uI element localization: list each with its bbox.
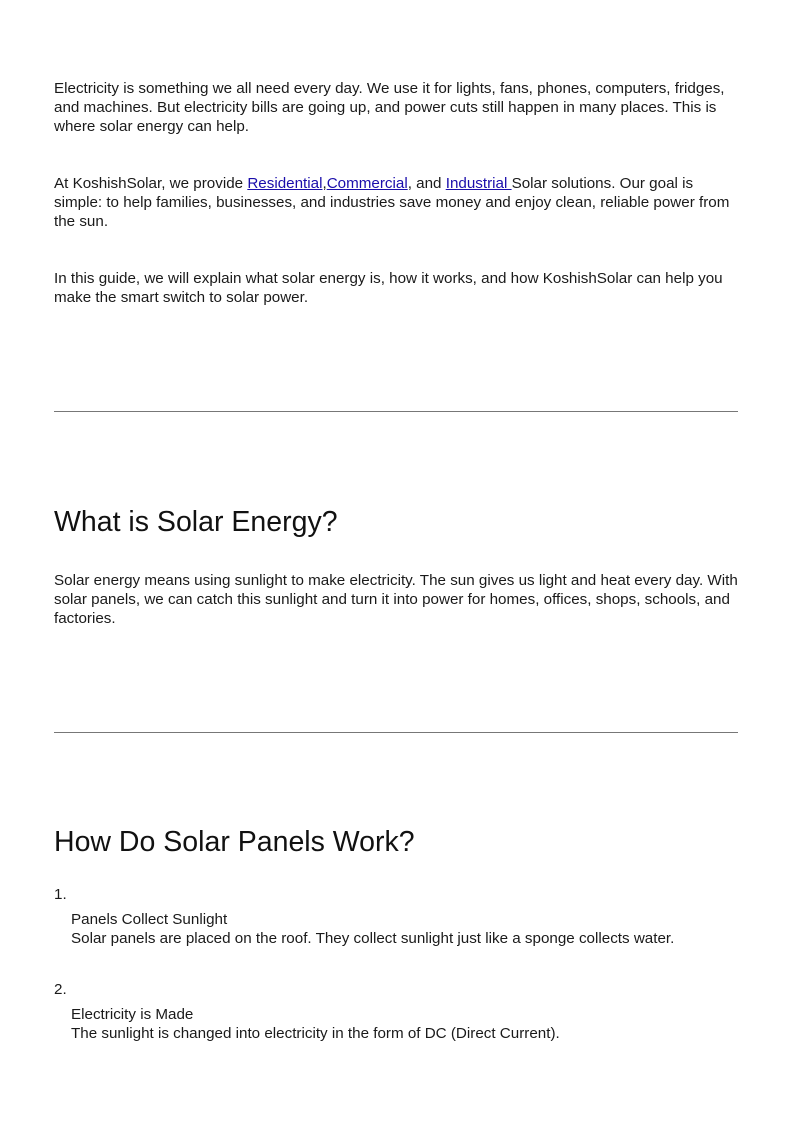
section-heading-solar-energy: What is Solar Energy? (54, 506, 338, 538)
intro-paragraph-3 (54, 269, 744, 307)
intro-paragraph-2 (54, 174, 744, 231)
and-separator: , and (407, 175, 446, 192)
intro-paragraph-1 (54, 79, 744, 136)
section-divider-1 (54, 411, 738, 412)
list-item-title: Electricity is Made (71, 1006, 194, 1023)
list-item-text: Solar panels are placed on the roof. They collect sunlight just like a sponge collects water. (71, 930, 675, 947)
solar-energy-text: Solar energy means using sunlight to make electricity. The sun gives us light and heat every day. With solar panels, we can catch this sunlight and turn it into power for homes, offices, shops, schools, and factories. (54, 572, 738, 627)
intro-text-2 (54, 174, 744, 231)
commercial-link[interactable]: Commercial (326, 175, 408, 192)
intro-text-3: In this guide, we will explain what solar energy is, how it works, and how KoshishSolar can help you make the smart switch to solar power. (54, 270, 723, 306)
section-divider-2 (54, 732, 738, 733)
comma-separator: , (322, 175, 327, 192)
list-item-number: 2. (54, 981, 67, 998)
intro-text-2-start: At KoshishSolar, we provide (54, 175, 248, 192)
solar-energy-paragraph (54, 571, 744, 628)
industrial-link[interactable]: Industrial (445, 175, 512, 192)
residential-link[interactable]: Residential (247, 175, 323, 192)
section-heading-how-panels-work: How Do Solar Panels Work? (54, 826, 415, 858)
list-item-title: Panels Collect Sunlight (71, 911, 228, 928)
intro-text-2-end: Solar solutions. Our goal is simple: to help families, businesses, and industries save money and enjoy clean, reliable power from the sun. (54, 175, 730, 230)
list-item-number: 1. (54, 886, 67, 903)
list-item (71, 910, 741, 948)
list-item-text: The sunlight is changed into electricity in the form of DC (Direct Current). (71, 1025, 560, 1042)
intro-text-1: Electricity is something we all need every day. We use it for lights, fans, phones, computers, fridges, and machines. But electricity bills are going up, and power cuts still happen in many places. This is where solar energy can help. (54, 80, 725, 135)
list-item (71, 1005, 741, 1043)
